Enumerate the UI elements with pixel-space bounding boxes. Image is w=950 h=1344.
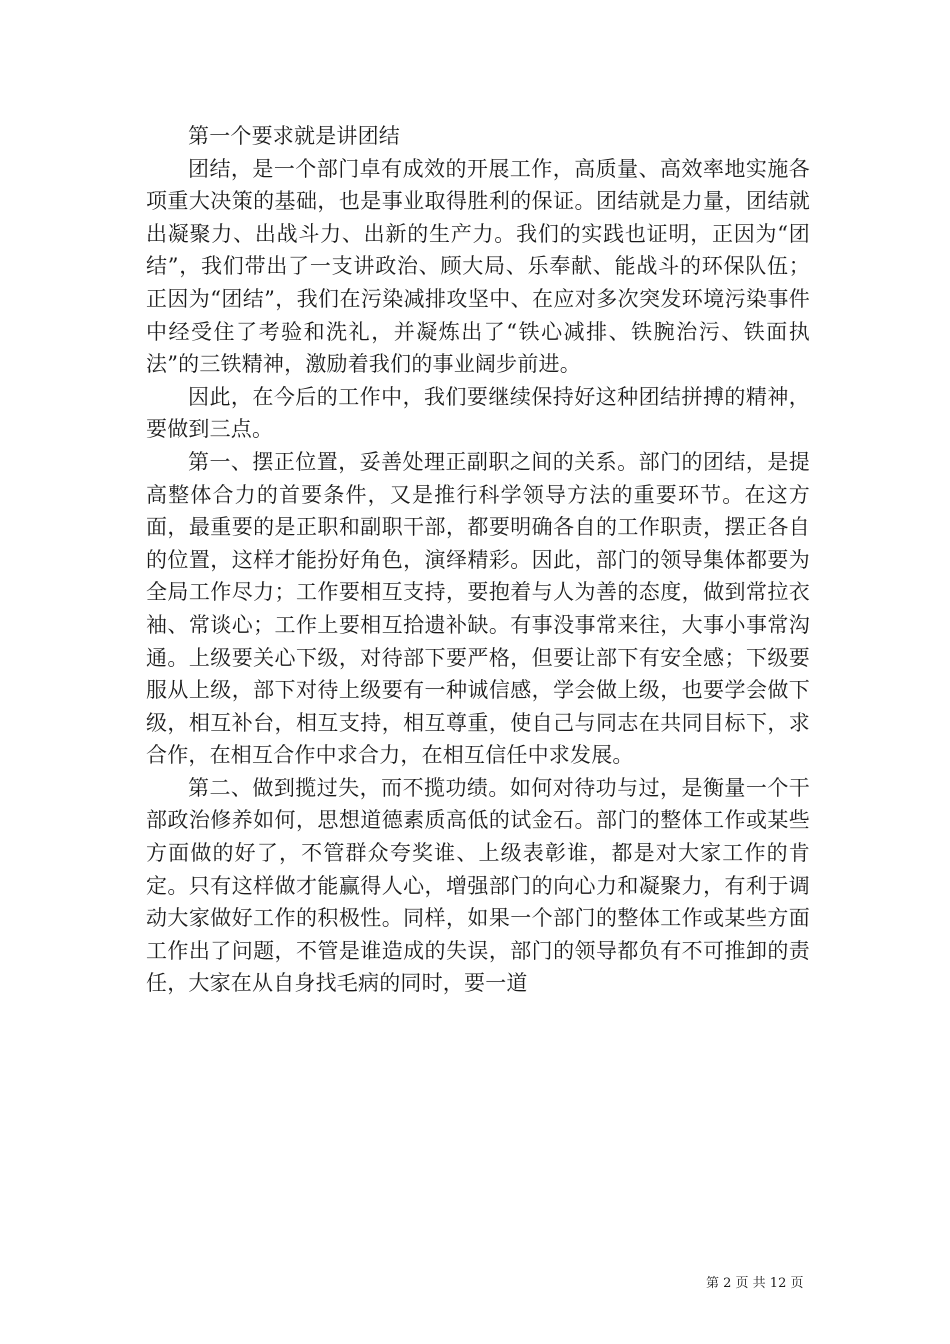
document-body: [146, 120, 810, 1000]
paragraph: 第二、做到揽过失，而不揽功绩。如何对待功与过，是衡量一个干部政治修养如何，思想道德素质高低的试金石。部门的整体工作或某些方面做的好了，不管群众夸奖谁、上级表彰谁，都是对大家工作的肯定。只有这样做才能赢得人心，增强部门的向心力和凝聚力，有利于调动大家做好工作的积极性。同样，如果一个部门的整体工作或某些方面工作出了问题，不管是谁造成的失误，部门的领导都负有不可推卸的责任，大家在从自身找毛病的同时，要一道: [146, 775, 810, 996]
paragraph: 因此，在今后的工作中，我们要继续保持好这种团结拼搏的精神，要做到三点。: [146, 384, 810, 442]
paragraph: 第一、摆正位置，妥善处理正副职之间的关系。部门的团结，是提高整体合力的首要条件，又是推行科学领导方法的重要环节。在这方面，最重要的是正职和副职干部，都要明确各自的工作职责，摆正各自的位置，这样才能扮好角色，演绎精彩。因此，部门的领导集体都要为全局工作尽力；工作要相互支持，要抱着与人为善的态度，做到常拉衣袖、常谈心；工作上要相互拾遗补缺。有事没事常来往，大事小事常沟通。上级要关心下级，对待部下要严格，但要让部下有安全感；下级要服从上级，部下对待上级要有一种诚信感，学会做上级，也要学会做下级，相互补台，相互支持，相互尊重，使自己与同志在共同目标下，求合作，在相互合作中求合力，在相互信任中求发展。: [146, 449, 810, 768]
page-number-footer: 第 2 页 共 12 页: [706, 1276, 804, 1291]
paragraph: 团结，是一个部门卓有成效的开展工作，高质量、高效率地实施各项重大决策的基础，也是事业取得胜利的保证。团结就是力量，团结就出凝聚力、出战斗力、出新的生产力。我们的实践也证明，正因为“团结”，我们带出了一支讲政治、顾大局、乐奉献、能战斗的环保队伍；正因为“团结”，我们在污染减排攻坚中、在应对多次突发环境污染事件中经受住了考验和洗礼，并凝炼出了“铁心减排、铁腕治污、铁面执法”的三铁精神，激励着我们的事业阔步前进。: [146, 156, 810, 377]
paragraph-heading: 第一个要求就是讲团结: [188, 124, 400, 148]
